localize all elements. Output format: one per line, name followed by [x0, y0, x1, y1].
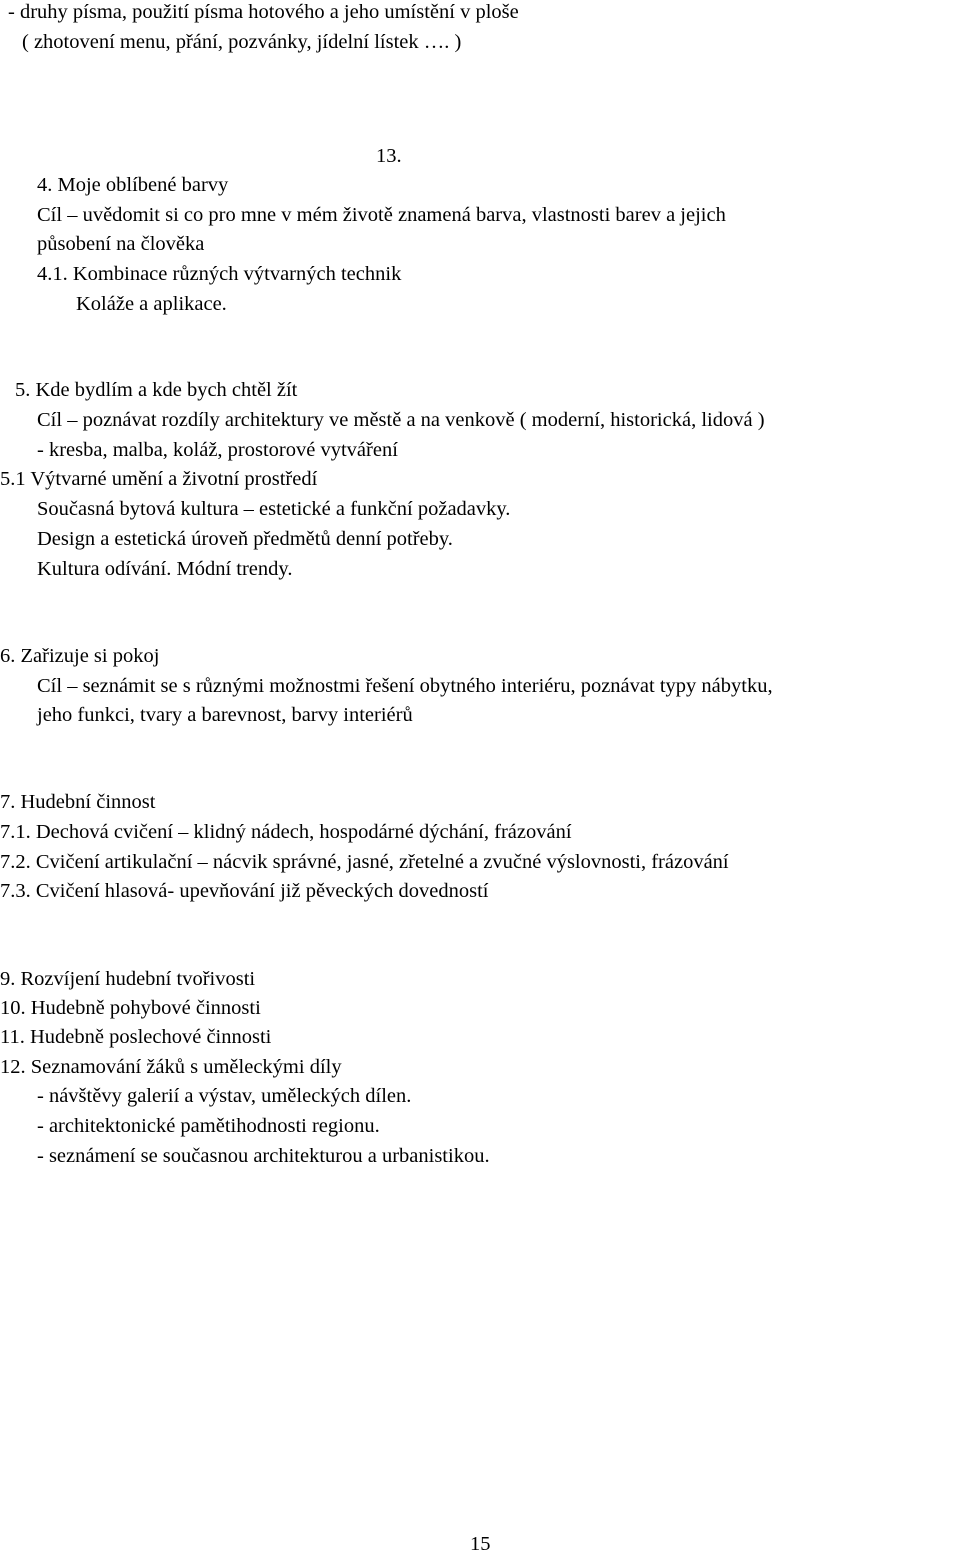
subsection-heading: 5.1 Výtvarné umění a životní prostředí: [0, 468, 318, 490]
section-heading: 9. Rozvíjení hudební tvořivosti: [0, 968, 256, 990]
section-number: 13.: [376, 145, 402, 167]
text-line: ( zhotovení menu, přání, pozvánky, jídelní lístek …. ): [22, 31, 462, 53]
section-heading: 6. Zařizuje si pokoj: [0, 645, 160, 667]
page-number: 15: [470, 1533, 491, 1555]
subsection-heading: 4.1. Kombinace různých výtvarných technik: [37, 263, 402, 285]
subsection-heading: 7.3. Cvičení hlasová- upevňování již pěveckých dovedností: [0, 880, 489, 902]
text-line: Koláže a aplikace.: [76, 293, 227, 315]
section-heading: 10. Hudebně pohybové činnosti: [0, 997, 261, 1019]
section-heading: 4. Moje oblíbené barvy: [37, 174, 229, 196]
section-heading: 5. Kde bydlím a kde bych chtěl žít: [15, 379, 298, 401]
text-line: Cíl – uvědomit si co pro mne v mém životě znamená barva, vlastnosti barev a jejich: [37, 204, 726, 226]
section-heading: 12. Seznamování žáků s uměleckými díly: [0, 1056, 342, 1078]
text-line: - druhy písma, použití písma hotového a jeho umístění v ploše: [8, 1, 519, 23]
list-item: - architektonické pamětihodnosti regionu.: [37, 1115, 380, 1137]
text-line: Kultura odívání. Módní trendy.: [37, 558, 293, 580]
text-line: jeho funkci, tvary a barevnost, barvy interiérů: [37, 704, 413, 726]
subsection-heading: 7.2. Cvičení artikulační – nácvik správné, jasné, zřetelné a zvučné výslovnosti, frázování: [0, 851, 729, 873]
subsection-heading: 7.1. Dechová cvičení – klidný nádech, hospodárné dýchání, frázování: [0, 821, 572, 843]
text-line: - kresba, malba, koláž, prostorové vytváření: [37, 439, 398, 461]
section-heading: 7. Hudební činnost: [0, 791, 156, 813]
section-heading: 11. Hudebně poslechové činnosti: [0, 1026, 272, 1048]
text-line: Design a estetická úroveň předmětů denní potřeby.: [37, 528, 453, 550]
text-line: Cíl – seznámit se s různými možnostmi řešení obytného interiéru, poznávat typy nábytku,: [37, 675, 773, 697]
list-item: - seznámení se současnou architekturou a urbanistikou.: [37, 1145, 490, 1167]
text-line: Současná bytová kultura – estetické a funkční požadavky.: [37, 498, 511, 520]
text-line: působení na člověka: [37, 233, 205, 255]
list-item: - návštěvy galerií a výstav, uměleckých dílen.: [37, 1085, 412, 1107]
text-line: Cíl – poznávat rozdíly architektury ve městě a na venkově ( moderní, historická, lidová ): [37, 409, 765, 431]
